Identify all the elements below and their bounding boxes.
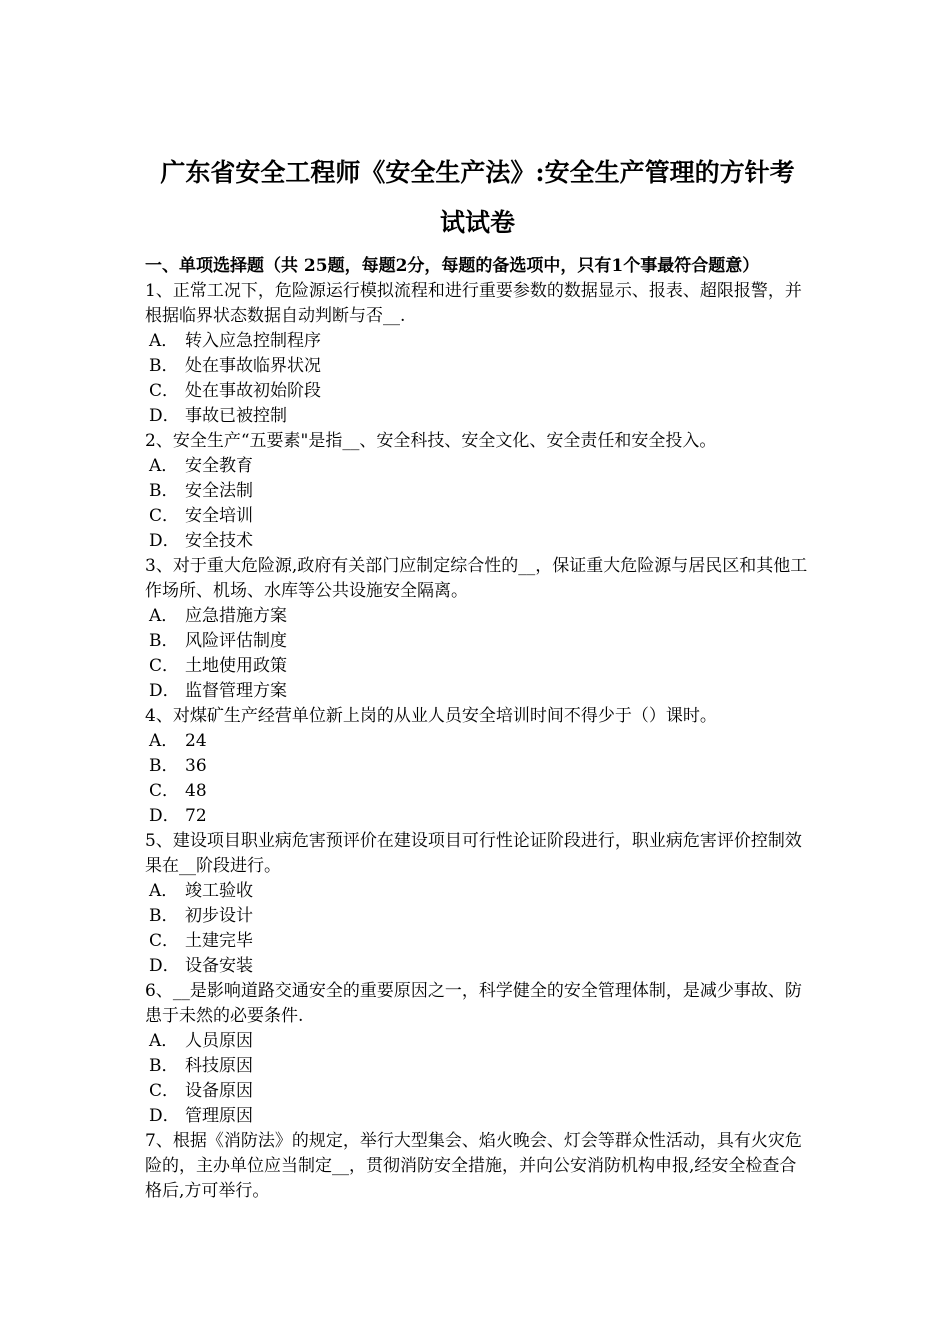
question-text: 1、正常工况下，危险源运行模拟流程和进行重要参数的数据显示、报表、超限报警，并根据临界状态数据自动判断与否__. xyxy=(145,281,802,326)
option-c: C． 土建完毕 xyxy=(149,931,253,951)
option-c: C． 设备原因 xyxy=(149,1081,253,1101)
exam-document xyxy=(145,148,810,1204)
option-b: B． 科技原因 xyxy=(149,1056,253,1076)
question-5 xyxy=(145,829,810,979)
section-heading: 一、单项选择题（共 25题，每题2分，每题的备选项中，只有1个事最符合题意） xyxy=(145,256,760,276)
option-d: D． 管理原因 xyxy=(149,1106,253,1126)
question-7 xyxy=(145,1129,810,1204)
option-a: A． 转入应急控制程序 xyxy=(149,331,321,351)
question-3 xyxy=(145,554,810,704)
option-b: B． 安全法制 xyxy=(149,481,253,501)
question-6 xyxy=(145,979,810,1129)
document-title-line-1: 广东省安全工程师《安全生产法》:安全生产管理的方针考 xyxy=(160,158,795,187)
question-1 xyxy=(145,279,810,429)
option-c: C． 48 xyxy=(149,781,207,801)
question-text: 4、对煤矿生产经营单位新上岗的从业人员安全培训时间不得少于（）课时。 xyxy=(145,706,717,726)
option-a: A． 竣工验收 xyxy=(149,881,253,901)
option-d: D． 安全技术 xyxy=(149,531,253,551)
question-4 xyxy=(145,704,810,829)
question-2 xyxy=(145,429,810,554)
option-c: C． 安全培训 xyxy=(149,506,253,526)
question-text: 3、对于重大危险源,政府有关部门应制定综合性的__，保证重大危险源与居民区和其他工作场所、机场、水库等公共设施安全隔离。 xyxy=(145,556,808,601)
option-c: C． 土地使用政策 xyxy=(149,656,287,676)
question-text: 6、__是影响道路交通安全的重要原因之一，科学健全的安全管理体制，是减少事故、防患于未然的必要条件. xyxy=(145,981,802,1026)
document-title-line-2: 试试卷 xyxy=(439,208,515,237)
option-a: A． 人员原因 xyxy=(149,1031,253,1051)
option-a: A． 应急措施方案 xyxy=(149,606,287,626)
option-d: D． 72 xyxy=(149,806,207,826)
option-a: A． 安全教育 xyxy=(149,456,253,476)
option-d: D． 监督管理方案 xyxy=(149,681,287,701)
option-a: A． 24 xyxy=(149,731,207,751)
option-b: B． 36 xyxy=(149,756,207,776)
question-text: 7、根据《消防法》的规定，举行大型集会、焰火晚会、灯会等群众性活动，具有火灾危险的，主办单位应当制定__，贯彻消防安全措施，并向公安消防机构申报,经安全检查合格后,方可举行。 xyxy=(145,1131,802,1201)
option-b: B． 风险评估制度 xyxy=(149,631,287,651)
option-d: D． 设备安装 xyxy=(149,956,253,976)
document-title xyxy=(145,148,810,248)
option-b: B． 处在事故临界状况 xyxy=(149,356,321,376)
question-text: 2、安全生产“五要素"是指__、安全科技、安全文化、安全责任和安全投入。 xyxy=(145,431,717,451)
option-c: C． 处在事故初始阶段 xyxy=(149,381,321,401)
option-d: D． 事故已被控制 xyxy=(149,406,287,426)
question-text: 5、建设项目职业病危害预评价在建设项目可行性论证阶段进行，职业病危害评价控制效果在__阶段进行。 xyxy=(145,831,802,876)
option-b: B． 初步设计 xyxy=(149,906,253,926)
